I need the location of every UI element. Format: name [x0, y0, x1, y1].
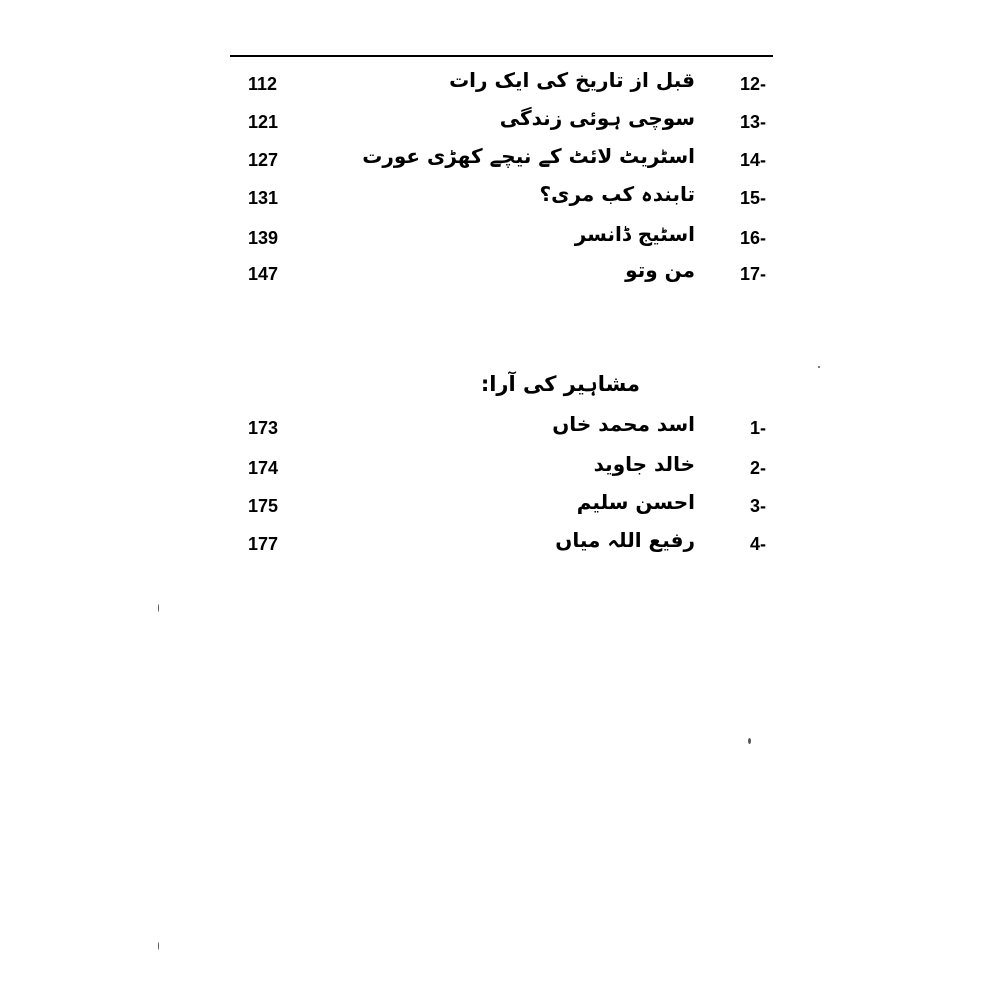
- toc-entry: [240, 182, 780, 218]
- scan-speck: [748, 738, 751, 744]
- section-heading: مشاہیر کی آرا:: [480, 372, 640, 396]
- entry-number: 3-: [749, 496, 766, 516]
- toc-entry: [240, 528, 780, 564]
- entry-number: 1-: [749, 418, 766, 438]
- entry-page-number: 139: [248, 228, 279, 248]
- entry-page-number: 147: [248, 264, 279, 284]
- toc-entry: [240, 258, 780, 294]
- entry-number: 12-: [739, 74, 766, 94]
- entry-page-number: 121: [248, 112, 279, 132]
- toc-entry: [240, 222, 780, 258]
- toc-entry: [240, 144, 780, 180]
- entry-page-number: 112: [248, 74, 278, 94]
- entry-title: خالد جاوید: [593, 452, 695, 476]
- entry-number: 2-: [749, 458, 766, 478]
- entry-page-number: 174: [248, 458, 279, 478]
- entry-title: سوچی ہوئی زندگی: [499, 106, 695, 130]
- entry-title: تابندہ کب مری؟: [539, 182, 695, 206]
- entry-number: 16-: [739, 228, 766, 248]
- entry-number: 14-: [739, 150, 766, 170]
- toc-entry: [240, 490, 780, 526]
- entry-page-number: 175: [248, 496, 279, 516]
- entry-number: 4-: [749, 534, 766, 554]
- entry-title: من وتو: [625, 258, 695, 282]
- entry-title: قبل از تاریخ کی ایک رات: [449, 68, 695, 92]
- entry-title: اسٹیج ڈانسر: [574, 222, 695, 246]
- entry-number: 13-: [739, 112, 766, 132]
- toc-entry: [240, 412, 780, 448]
- scan-speck: [818, 366, 820, 368]
- entry-page-number: 127: [248, 150, 279, 170]
- toc-entry: [240, 106, 780, 142]
- entry-title: اسد محمد خاں: [552, 412, 695, 436]
- top-rule: [230, 55, 773, 57]
- entry-number: 15-: [739, 188, 766, 208]
- toc-entry: [240, 452, 780, 488]
- entry-page-number: 131: [248, 188, 279, 208]
- entry-title: رفیع اللہ میاں: [555, 528, 695, 552]
- entry-title: احسن سلیم: [576, 490, 695, 514]
- entry-title: اسٹریٹ لائٹ کے نیچے کھڑی عورت: [362, 144, 695, 168]
- entry-page-number: 173: [248, 418, 279, 438]
- entry-page-number: 177: [248, 534, 279, 554]
- scan-speck: [158, 942, 159, 950]
- toc-entry: [240, 68, 780, 104]
- entry-number: 17-: [739, 264, 766, 284]
- scan-speck: [158, 604, 159, 612]
